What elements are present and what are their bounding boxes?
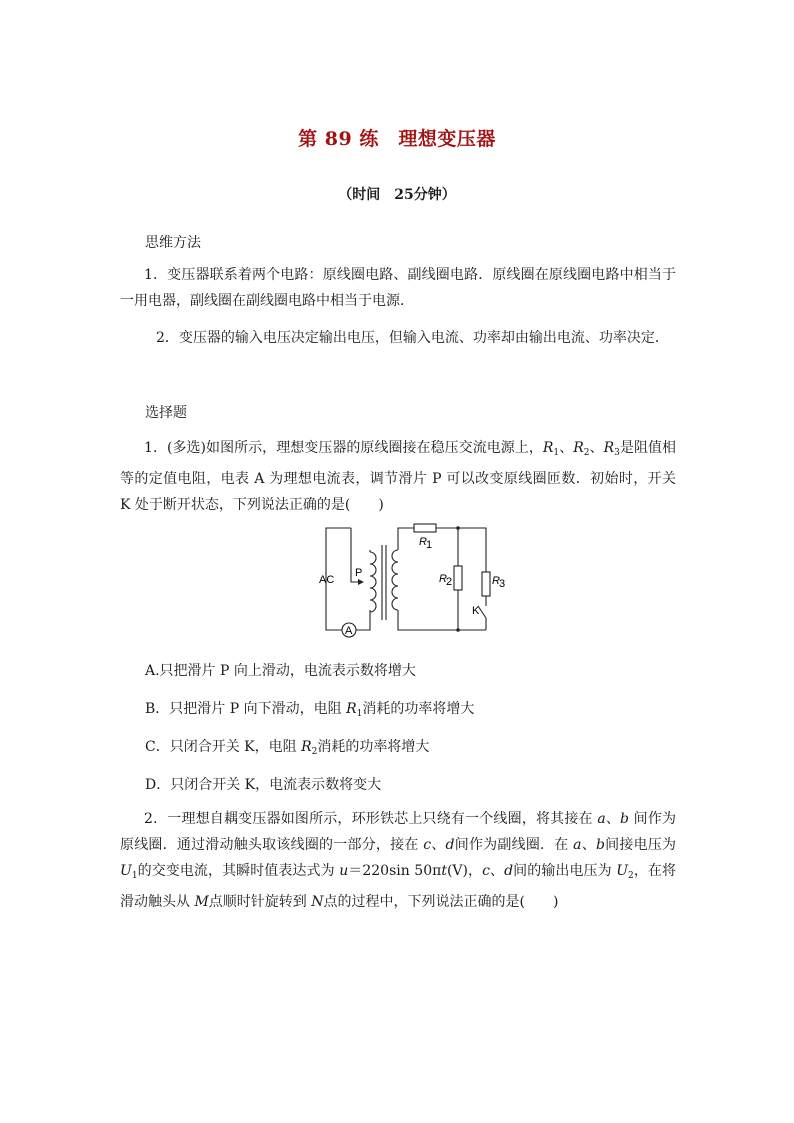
resistor-r1: [414, 524, 436, 532]
method-item-1: 1．变压器联系着两个电路：原线圈电路、副线圈电路．原线圈在原线圈电路中相当于一用电器，副线圈在副线圈电路中相当于电源．: [120, 267, 676, 309]
q1-option-b[interactable]: B．只把滑片 P 向下滑动，电阻 $R_1$消耗的功率将增大: [145, 701, 475, 719]
secondary-wire-top: [398, 528, 414, 550]
label-r2-sub: 2: [446, 576, 453, 588]
label-k: K: [472, 605, 480, 617]
resistor-r3: [482, 572, 490, 596]
question-2-text: 2．一理想自耦变压器如图所示，环形铁芯上只绕有一个线圈，将其接在 a、b 间作为原线圈．通过滑动触头取该线圈的一部分，接在 c、d间作为副线圈．在 a、b间接电压为 $U_1$的交变电流，其瞬时值表达式为 u＝220sin 50πt(V)，c、d间的输出电压为 $U_2$，在将滑动触头从 M点顺时针旋转到 N点的过程中，下列说法正确的是( ): [120, 811, 677, 910]
question-1-text: 1．(多选)如图所示，理想变压器的原线圈接在稳压交流电源上，$R_1$、$R_2$、$R_3$是阻值相等的定值电阻，电表 A 为理想电流表，调节滑片 P 可以改变原线圈匝数．初始时，开关 K 处于断开状态，下列说法正确的是( ): [120, 440, 677, 513]
time-limit: （时间 25分钟）: [338, 187, 456, 203]
label-r1-sub: 1: [426, 539, 433, 551]
secondary-coil: [392, 550, 398, 610]
label-r1: R: [419, 536, 427, 548]
label-r2: R: [439, 573, 447, 585]
label-ammeter: A: [345, 625, 353, 637]
slider-p-arrow: [358, 579, 364, 585]
resistor-r2: [454, 566, 462, 590]
wire-r1-right: [436, 528, 486, 572]
label-r3-sub: 3: [499, 578, 506, 590]
circuit-diagram: [318, 520, 506, 640]
page-title: 第 89 练 理想变压器: [298, 128, 496, 150]
label-p: P: [355, 567, 363, 579]
q1-option-d[interactable]: D．只闭合开关 K，电流表示数将变大: [145, 777, 382, 793]
method-item-2: 2．变压器的输入电压决定输出电压，但输入电流、功率却由输出电流、功率决定．: [156, 330, 669, 346]
choice-heading: 选择题: [145, 405, 187, 421]
methods-heading: 思维方法: [145, 235, 201, 251]
label-ac: AC: [319, 574, 335, 586]
label-r3: R: [492, 575, 500, 587]
q1-option-c[interactable]: C．只闭合开关 K，电阻 $R_2$消耗的功率将增大: [145, 739, 430, 757]
q1-option-a[interactable]: A.只把滑片 P 向上滑动，电流表示数将增大: [145, 663, 416, 679]
primary-coil: [370, 552, 376, 612]
primary-wire-bottom: [356, 610, 370, 630]
